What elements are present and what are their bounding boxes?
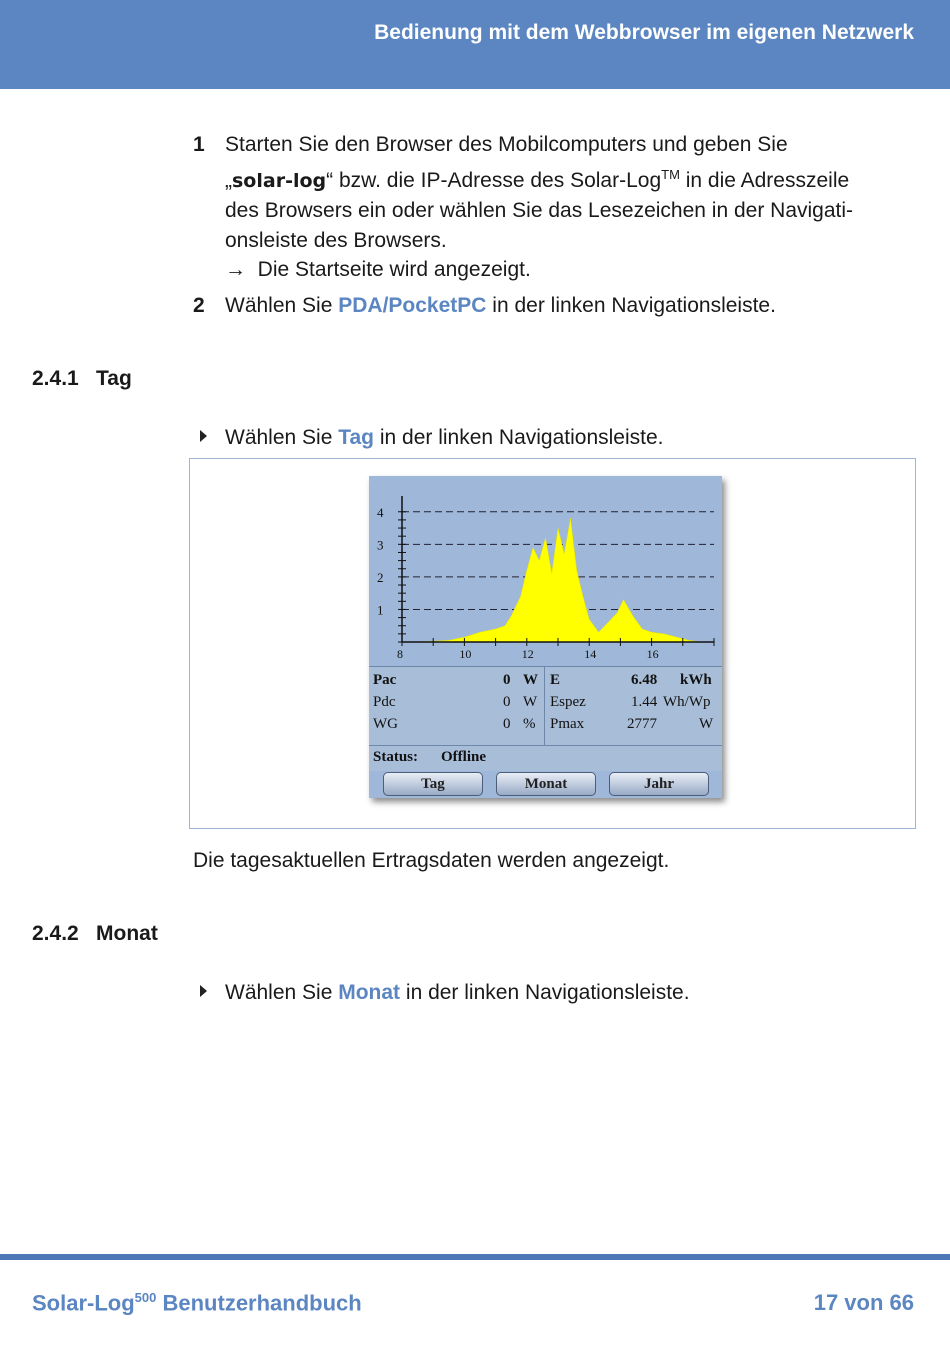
step-result <box>225 255 915 285</box>
x-tick-label: 10 <box>459 647 472 661</box>
status-value: Offline <box>441 749 486 765</box>
header-title: Bedienung mit dem Webbrowser im eigenen Netzwerk <box>374 21 914 44</box>
step-number: 1 <box>193 133 205 156</box>
pmax-unit: W <box>699 716 714 732</box>
espez-unit: Wh/Wp <box>663 694 711 710</box>
status-row <box>369 745 722 771</box>
text-fragment: Wählen Sie <box>225 981 339 1004</box>
pac-label: Pac <box>373 672 397 688</box>
text-fragment: in der linken Navigationsleiste. <box>400 981 690 1004</box>
jahr-button[interactable]: Jahr <box>609 772 709 796</box>
trademark-sup: TM <box>661 166 680 182</box>
y-tick-label: 2 <box>377 569 384 585</box>
footer-bar <box>0 1254 950 1260</box>
step-line: des Browsers ein oder wählen Sie das Lesezeichen in der Navigati- <box>225 199 854 222</box>
section-number: 2.4.2 <box>32 922 79 945</box>
figure-caption: Die tagesaktuellen Ertragsdaten werden angezeigt. <box>193 849 670 872</box>
section-heading-monat <box>32 922 158 946</box>
pdc-unit: W <box>523 694 538 710</box>
pda-screenshot <box>369 476 722 798</box>
footer-title <box>32 1290 362 1316</box>
wg-label: WG <box>373 716 398 732</box>
step-number: 2 <box>193 294 205 317</box>
pmax-label: Pmax <box>550 716 585 732</box>
bullet-triangle-icon <box>200 430 207 442</box>
x-tick-label: 8 <box>397 647 403 661</box>
solar-log-address: solar-log <box>232 169 327 192</box>
pac-value: 0 <box>503 672 511 688</box>
wg-value: 0 <box>503 716 511 732</box>
section-title: Tag <box>96 367 132 390</box>
page-number: 17 von 66 <box>813 1290 914 1315</box>
text-fragment: in die Adresszeile <box>679 168 850 192</box>
bullet-item <box>200 426 664 450</box>
e-value: 6.48 <box>631 672 658 688</box>
nav-link-tag: Tag <box>338 426 375 449</box>
e-unit: kWh <box>680 672 712 688</box>
y-tick-label: 4 <box>377 504 384 520</box>
nav-link-pda: PDA/PocketPC <box>338 294 487 317</box>
result-text: Die Startseite wird angezeigt. <box>257 258 531 281</box>
y-tick-label: 3 <box>377 537 384 553</box>
footer-brand-sup: 500 <box>134 1290 157 1305</box>
nav-link-monat: Monat <box>338 981 401 1004</box>
pdc-label: Pdc <box>373 694 396 710</box>
text-fragment: Wählen Sie <box>225 426 339 449</box>
text-fragment: „ <box>225 168 232 192</box>
wg-unit: % <box>523 716 536 732</box>
step-line: Starten Sie den Browser des Mobilcomputers und geben Sie <box>225 133 788 156</box>
section-heading-tag <box>32 367 132 391</box>
text-fragment: in der linken Navigationsleiste. <box>486 294 776 317</box>
pac-unit: W <box>523 672 538 688</box>
step-text <box>225 291 915 321</box>
step-text <box>225 130 915 285</box>
e-label: E <box>550 672 561 688</box>
stats-panel <box>369 666 722 745</box>
bullet-triangle-icon <box>200 985 207 997</box>
step-line <box>225 160 915 197</box>
pmax-value: 2777 <box>627 716 657 732</box>
arrow-icon: → <box>225 258 246 281</box>
tag-button[interactable]: Tag <box>383 772 483 796</box>
section-number: 2.4.1 <box>32 367 79 390</box>
x-tick-label: 12 <box>521 647 534 661</box>
step-line: onsleiste des Browsers. <box>225 228 447 252</box>
pdc-value: 0 <box>503 694 511 710</box>
footer-brand: Solar-Log <box>32 1290 135 1316</box>
espez-value: 1.44 <box>631 694 658 710</box>
text-fragment: in der linken Navigationsleiste. <box>374 426 664 449</box>
x-tick-label: 14 <box>584 647 597 661</box>
espez-label: Espez <box>550 694 586 710</box>
x-tick-label: 16 <box>646 647 659 661</box>
text-fragment: Wählen Sie <box>225 294 339 317</box>
y-tick-label: 1 <box>377 602 384 618</box>
section-title: Monat <box>96 922 158 945</box>
status-label: Status: <box>373 749 419 765</box>
page-header <box>0 0 950 89</box>
stats-divider <box>544 667 545 745</box>
monat-button[interactable]: Monat <box>496 772 596 796</box>
yield-chart <box>369 476 722 666</box>
bullet-item <box>200 981 690 1005</box>
footer-doc-title: Benutzerhandbuch <box>156 1290 362 1316</box>
text-fragment: “ bzw. die IP-Adresse des Solar-Log <box>326 168 662 192</box>
